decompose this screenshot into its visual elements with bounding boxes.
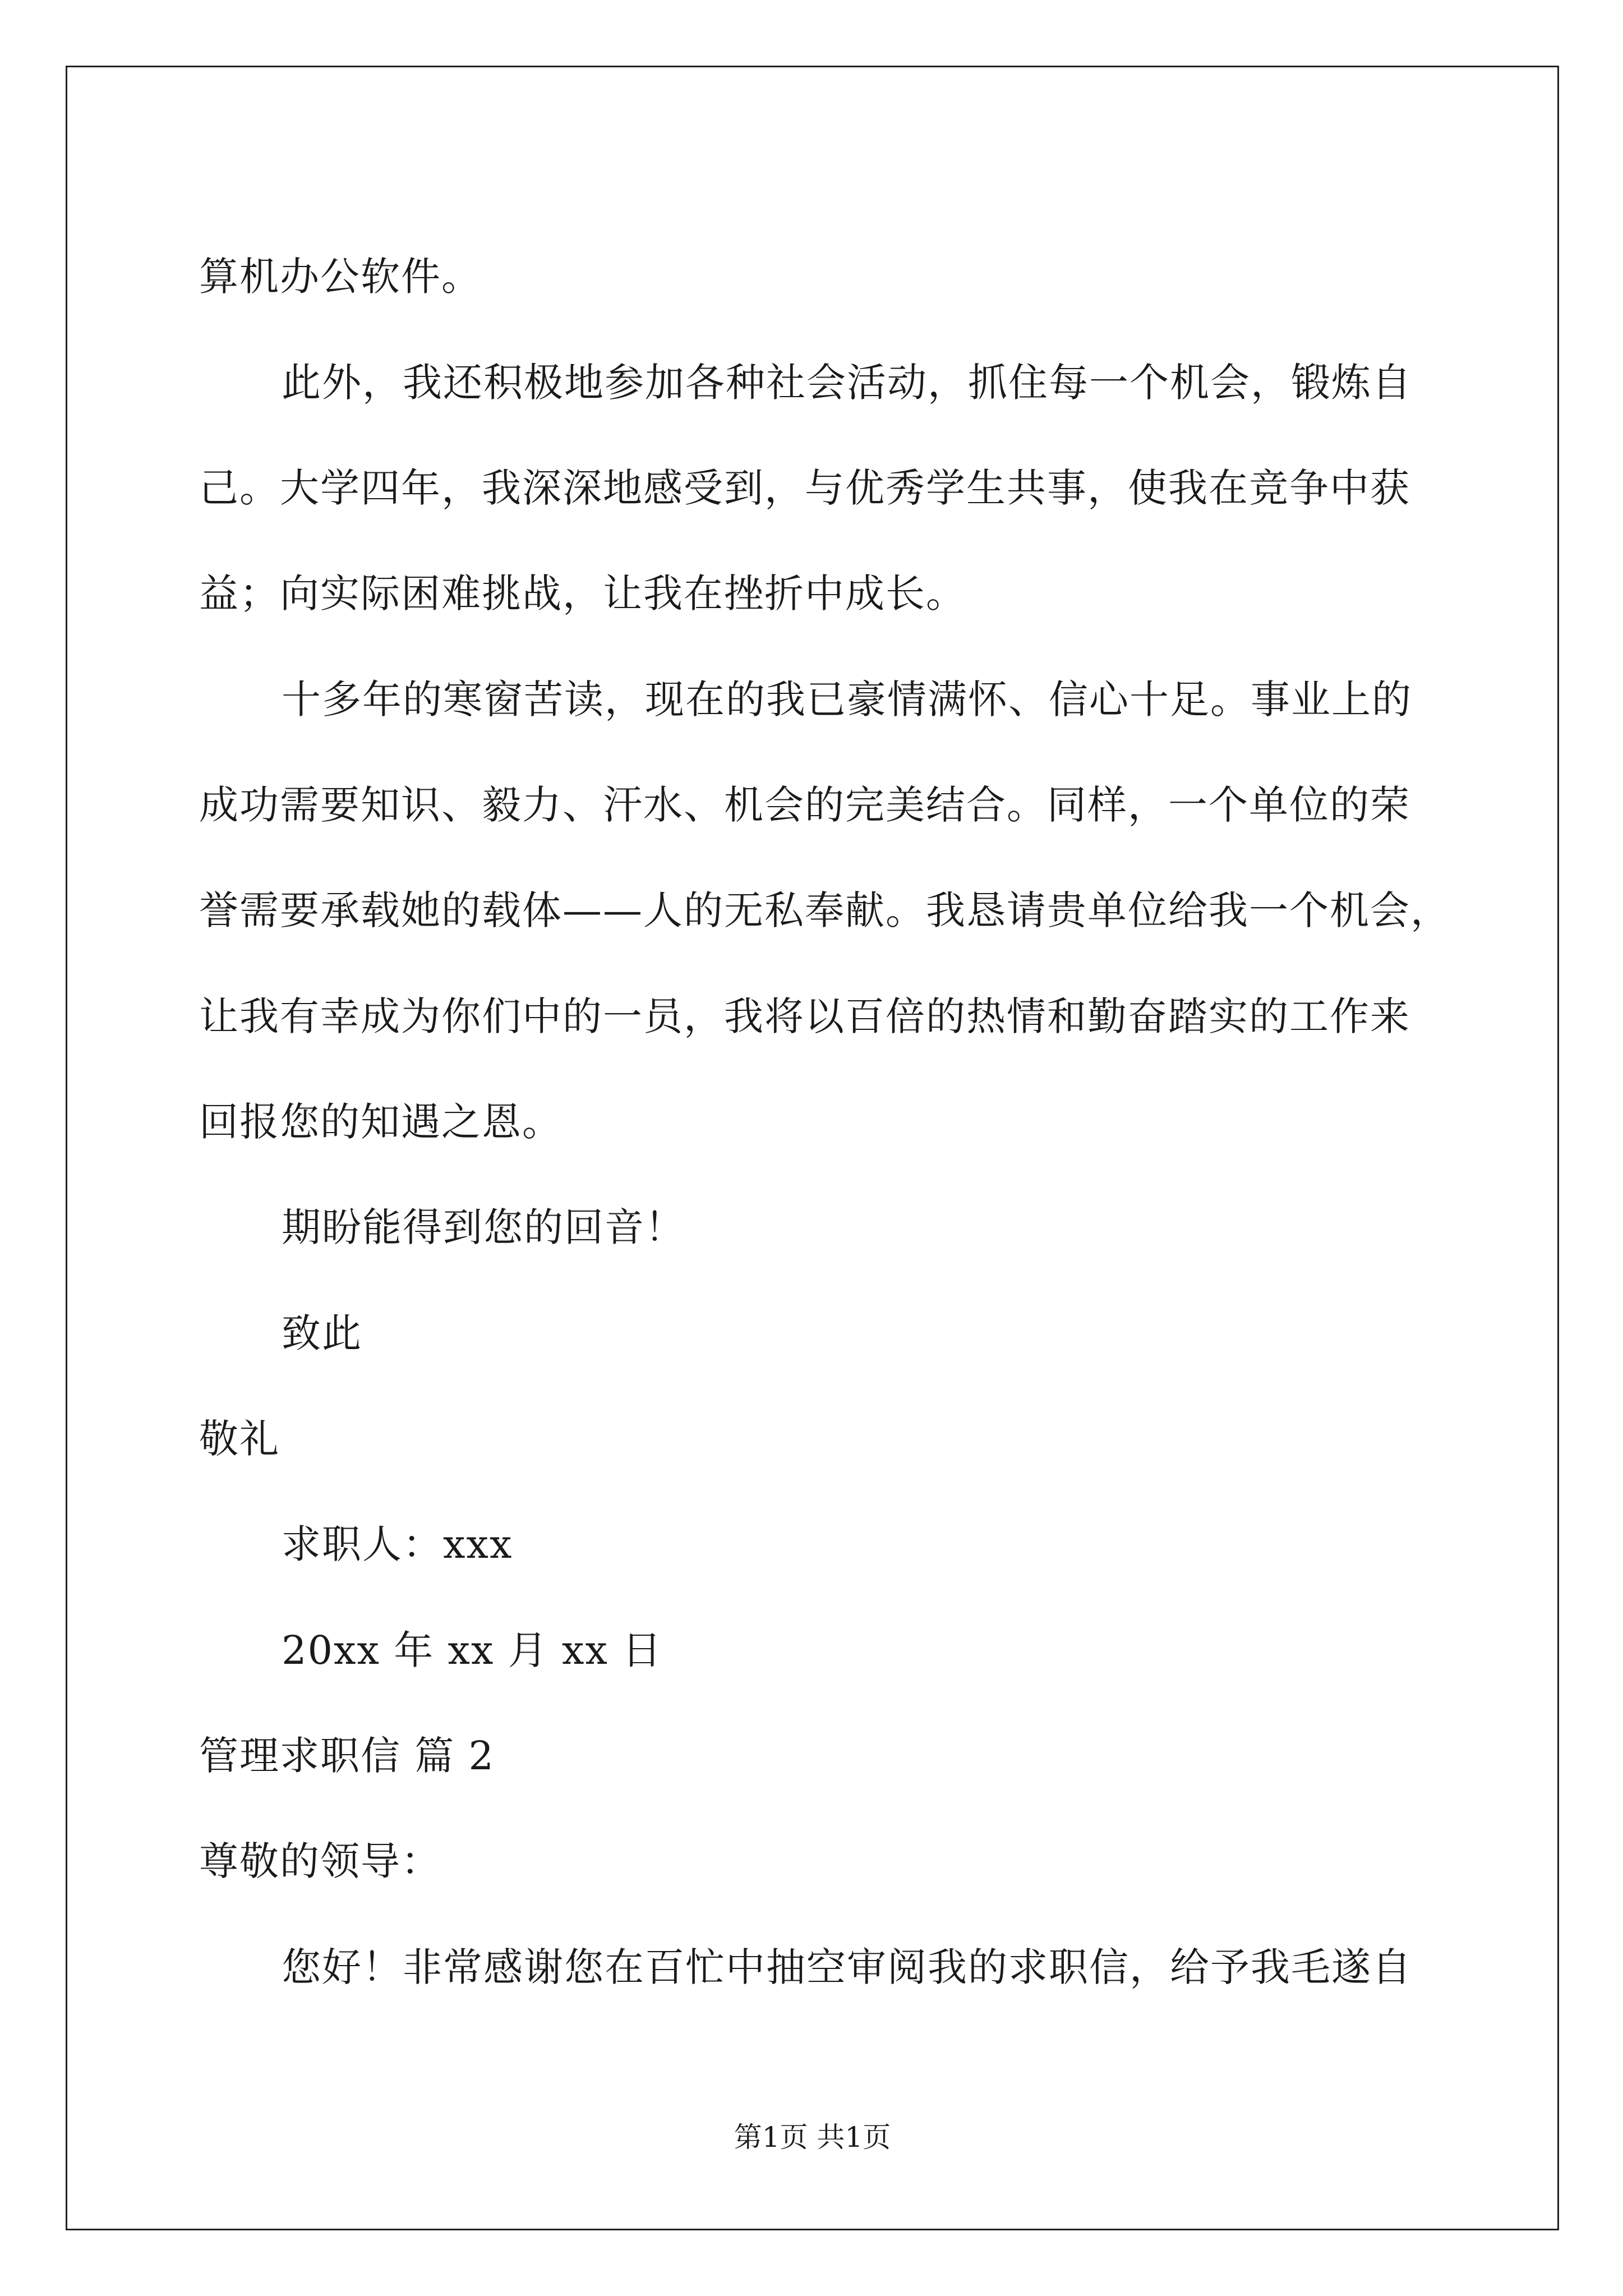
text-line-2: 此外，我还积极地参加各种社会活动，抓住每一个机会，锻炼自 <box>282 360 1412 406</box>
text-line-6: 成功需要知识、毅力、汗水、机会的完美结合。同样，一个单位的荣 <box>199 782 1410 828</box>
text-line-3: 己。大学四年，我深深地感受到，与优秀学生共事，使我在竞争中获 <box>199 465 1410 511</box>
text-line-8: 让我有幸成为你们中的一员，我将以百倍的热情和勤奋踏实的工作来 <box>199 993 1410 1039</box>
text-line-4: 益；向实际困难挑战，让我在挫折中成长。 <box>199 570 966 616</box>
text-line-15: 管理求职信 篇 2 <box>199 1733 495 1779</box>
text-line-13: 求职人：xxx <box>282 1521 513 1567</box>
text-line-1: 算机办公软件。 <box>199 254 482 300</box>
text-line-16: 尊敬的领导： <box>199 1838 441 1884</box>
page-footer: 第1页 共1页 <box>734 2121 891 2154</box>
text-line-7: 誉需要承载她的载体——人的无私奉献。我恳请贵单位给我一个机会， <box>199 887 1451 933</box>
text-line-14: 20xx 年 xx 月 xx 日 <box>282 1627 663 1673</box>
text-line-5: 十多年的寒窗苦读，现在的我已豪情满怀、信心十足。事业上的 <box>282 677 1412 723</box>
text-line-11: 致此 <box>282 1310 362 1356</box>
text-line-12: 敬礼 <box>199 1416 280 1462</box>
text-line-10: 期盼能得到您的回音！ <box>282 1204 685 1250</box>
page-border <box>66 66 1559 2230</box>
text-line-9: 回报您的知遇之恩。 <box>199 1099 562 1145</box>
text-line-17: 您好！非常感谢您在百忙中抽空审阅我的求职信，给予我毛遂自 <box>282 1944 1412 1990</box>
